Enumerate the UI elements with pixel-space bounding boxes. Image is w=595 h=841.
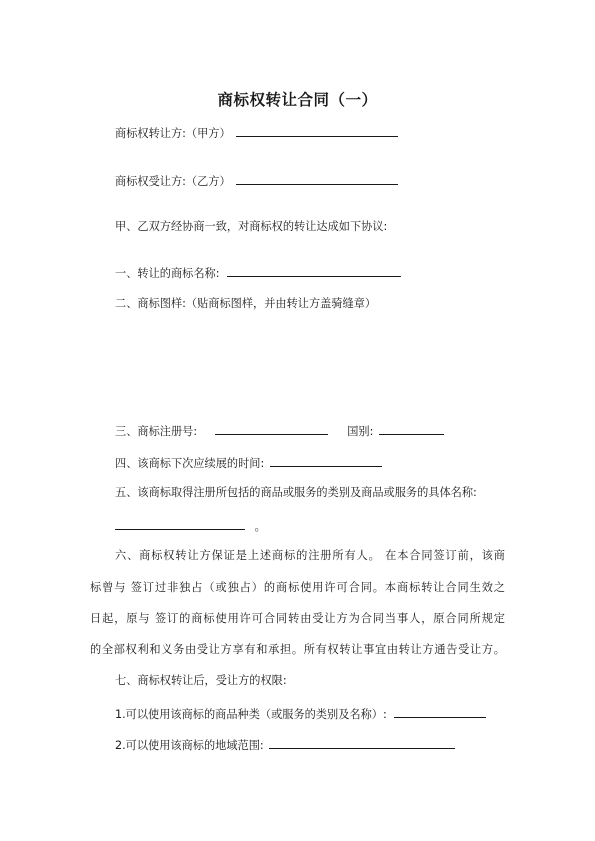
country-label: 国别: [347, 425, 374, 438]
goods-types-label: 1.可以使用该商标的商品种类（或服务的类别及名称）: [115, 708, 387, 721]
trademark-image-area [115, 318, 495, 413]
assignor-label: 商标权转让方:（甲方） [115, 127, 231, 140]
goods-services-field[interactable] [115, 517, 245, 530]
section5-blank-line [115, 517, 266, 535]
registration-number-label: 三、商标注册号: [115, 425, 198, 438]
section3-line [115, 422, 444, 440]
assignor-field[interactable] [236, 124, 398, 137]
assignee-field[interactable] [236, 172, 398, 185]
goods-types-field[interactable] [394, 705, 486, 718]
section5-end-mark: 。 [254, 520, 266, 533]
assignor-line [115, 124, 398, 142]
section7-item1-line [115, 705, 486, 723]
section6-line-2: 标曾与 签订过非独占（或独占）的商标使用许可合同。本商标转让合同生效之 [90, 581, 505, 594]
trademark-name-field[interactable] [227, 264, 401, 277]
intro-text: 甲、乙双方经协商一致，对商标权的转让达成如下协议: [115, 220, 388, 233]
assignee-label: 商标权受让方:（乙方） [115, 175, 231, 188]
section6-line-4: 的全部权利和义务由受让方享有和承担。所有权转让事宜由转让方通告受让方。 [90, 643, 505, 656]
section1-line [115, 264, 401, 282]
renewal-time-label: 四、该商标下次应续展的时间: [115, 457, 265, 470]
section5-label: 五、该商标取得注册所包括的商品或服务的类别及商品或服务的具体名称: [115, 486, 477, 499]
section7-label: 七、商标权转让后，受让方的权限: [115, 674, 287, 687]
section2-label: 二、商标图样:（贴商标图样，并由转让方盖骑缝章） [115, 297, 377, 310]
trademark-name-label: 一、转让的商标名称: [115, 267, 220, 280]
country-field[interactable] [379, 422, 444, 435]
territory-field[interactable] [269, 736, 455, 749]
registration-number-field[interactable] [215, 422, 328, 435]
assignee-line [115, 172, 398, 190]
section6-line-3: 日起，原与 签订的商标使用许可合同转由受让方为合同当事人，原合同所规定 [90, 612, 505, 625]
section7-item2-line [115, 736, 455, 754]
territory-label: 2.可以使用该商标的地域范围: [115, 739, 264, 752]
contract-title: 商标权转让合同（一） [217, 91, 378, 109]
section6-line-1: 六、商标权转让方保证是上述商标的注册所有人。 在本合同签订前，该商 [115, 549, 505, 562]
section4-line [115, 454, 382, 472]
renewal-time-field[interactable] [270, 454, 382, 467]
